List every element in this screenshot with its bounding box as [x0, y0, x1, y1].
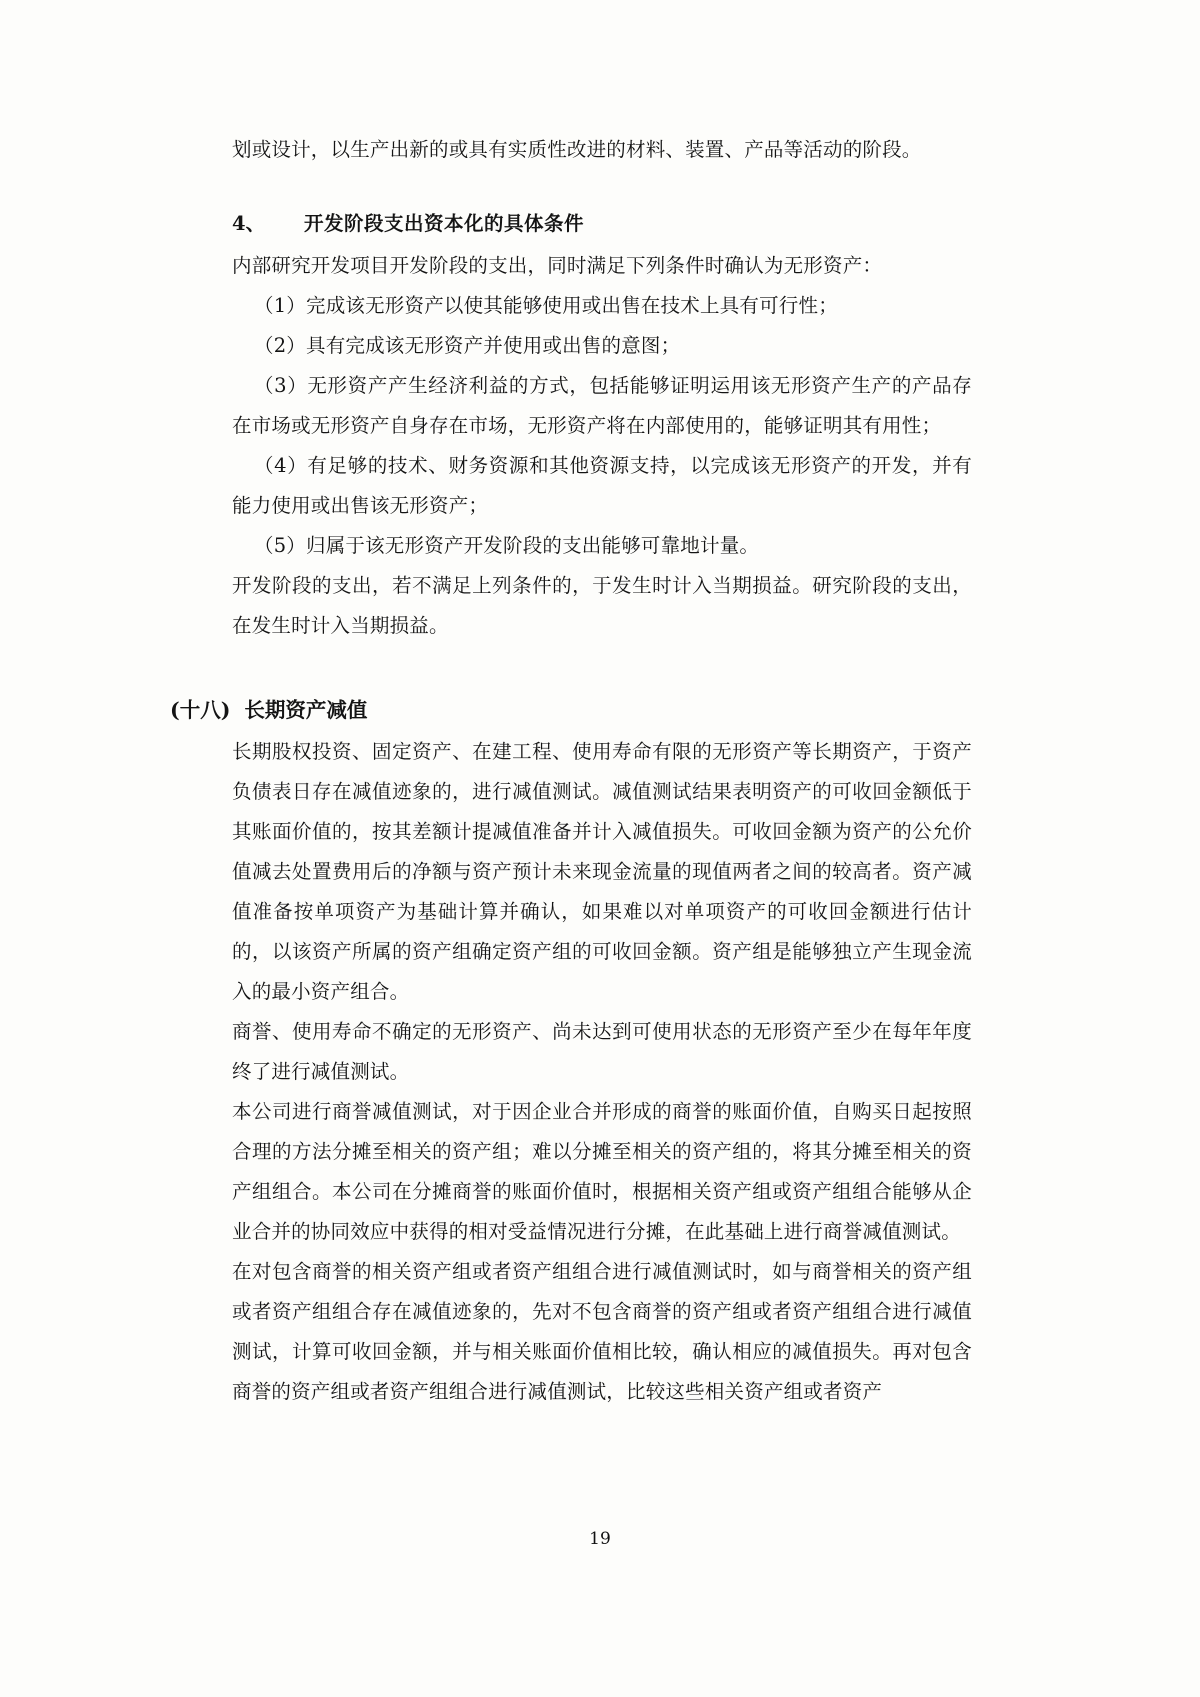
top-paragraph: 划或设计，以生产出新的或具有实质性改进的材料、装置、产品等活动的阶段。: [232, 138, 922, 161]
section-4-closing: 开发阶段的支出，若不满足上列条件的，于发生时计入当期损益。研究阶段的支出，在发生时计入当期损益。: [232, 574, 972, 637]
section-4-item-4: （4）有足够的技术、财务资源和其他资源支持，以完成该无形资产的开发，并有能力使用或出售该无形资产；: [232, 454, 972, 517]
section-4-intro: 内部研究开发项目开发阶段的支出，同时满足下列条件时确认为无形资产：: [232, 254, 883, 277]
section-heading-4: [232, 204, 972, 244]
section-4-item-5: （5）归属于该无形资产开发阶段的支出能够可靠地计量。: [254, 534, 760, 557]
section-4-item-2: （2）具有完成该无形资产并使用或出售的意图；: [254, 334, 681, 357]
section-title: 长期资产减值: [244, 698, 368, 722]
section-heading-18: [170, 690, 972, 730]
page-content: [170, 130, 972, 1412]
section-4-item-1: （1）完成该无形资产以使其能够使用或出售在技术上具有可行性；: [254, 294, 838, 317]
section-number: 4、: [232, 212, 266, 235]
section-title: 开发阶段支出资本化的具体条件: [304, 212, 585, 235]
section-18-paragraph-1: 长期股权投资、固定资产、在建工程、使用寿命有限的无形资产等长期资产，于资产负债表日存在减值迹象的，进行减值测试。减值测试结果表明资产的可收回金额低于其账面价值的，按其差额计提减值准备并计入减值损失。可收回金额为资产的公允价值减去处置费用后的净额与资产预计未来现金流量的现值两者之间的较高者。资产减值准备按单项资产为基础计算并确认，如果难以对单项资产的可收回金额进行估计的，以该资产所属的资产组确定资产组的可收回金额。资产组是能够独立产生现金流入的最小资产组合。: [232, 740, 972, 1003]
section-18-paragraph-3: 本公司进行商誉减值测试，对于因企业合并形成的商誉的账面价值，自购买日起按照合理的方法分摊至相关的资产组；难以分摊至相关的资产组的，将其分摊至相关的资产组组合。本公司在分摊商誉的账面价值时，根据相关资产组或资产组组合能够从企业合并的协同效应中获得的相对受益情况进行分摊，在此基础上进行商誉减值测试。: [232, 1100, 972, 1243]
section-18-paragraph-2: 商誉、使用寿命不确定的无形资产、尚未达到可使用状态的无形资产至少在每年年度终了进行减值测试。: [232, 1020, 972, 1083]
page-number: 19: [589, 1529, 611, 1549]
section-number: (十八): [170, 698, 231, 722]
section-18-paragraph-4: 在对包含商誉的相关资产组或者资产组组合进行减值测试时，如与商誉相关的资产组或者资产组组合存在减值迹象的，先对不包含商誉的资产组或者资产组组合进行减值测试，计算可收回金额，并与相关账面价值相比较，确认相应的减值损失。再对包含商誉的资产组或者资产组组合进行减值测试，比较这些相关资产组或者资产: [232, 1260, 972, 1403]
section-4-item-3: （3）无形资产产生经济利益的方式，包括能够证明运用该无形资产生产的产品存在市场或无形资产自身存在市场，无形资产将在内部使用的，能够证明其有用性；: [232, 374, 972, 437]
